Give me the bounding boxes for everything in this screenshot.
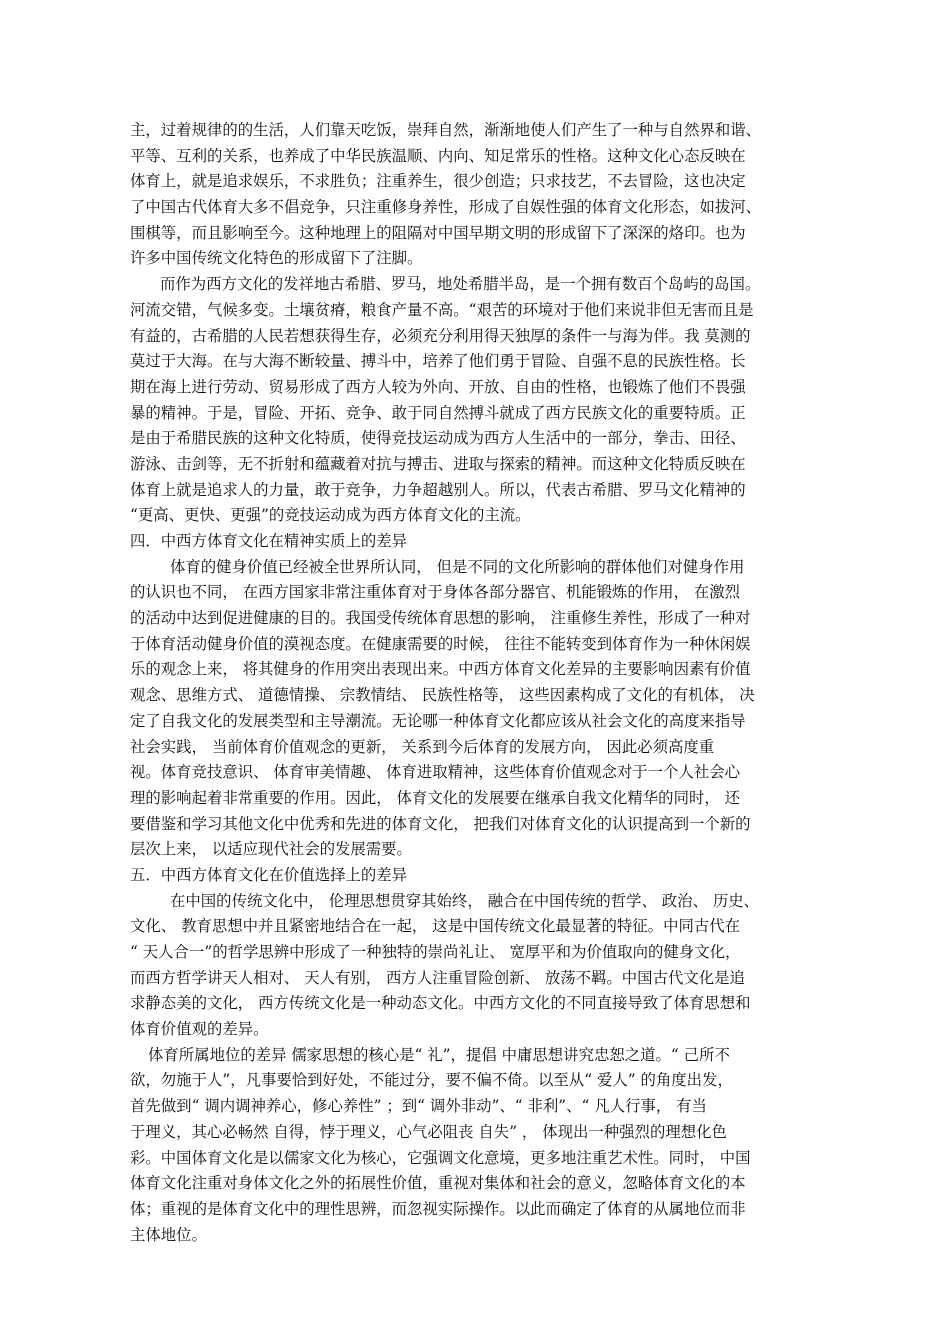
- text-line: 文化、 教育思想中并且紧密地结合在一起， 这是中国传统文化最显著的特征。中同古代在: [130, 917, 741, 936]
- text-line: 游泳、击剑等，无不折射和蕴藏着对抗与搏击、进取与探索的精神。而这种文化特质反映在: [130, 454, 746, 473]
- text-line: 要借鉴和学习其他文化中优秀和先进的体育文化， 把我们对体育文化的认识提高到一个新的: [130, 814, 751, 833]
- text-line: 理的影响起着非常重要的作用。因此， 体育文化的发展要在继承自我文化精华的同时， 还: [130, 788, 741, 807]
- text-line: 的认识也不同， 在西方国家非常注重体育对于身体各部分器官、机能锻炼的作用， 在激烈: [130, 583, 741, 602]
- text-line: 体；重视的是体育文化中的理性思辨，而忽视实际操作。以此而确定了体育的从属地位而非: [130, 1199, 746, 1218]
- text-line: 欲，勿施于人”，凡事要恰到好处，不能过分，要不偏不倚。以至从“ 爱人” 的角度出发，: [130, 1071, 733, 1090]
- text-line: 体育所属地位的差异 儒家思想的核心是“ 礼”，提倡 中庸思想讲究忠恕之道。“ 己所不: [148, 1045, 730, 1064]
- text-line: 了中国古代体育大多不倡竞争，只注重修身养性，形成了自娱性强的体育文化形态，如拔河、: [130, 198, 762, 217]
- text-line: 首先做到“ 调内调神养心，修心养性” ；到“ 调外非动”、“ 非利”、“ 凡人行事， 有当: [130, 1097, 707, 1116]
- text-line: 在中国的传统文化中， 伦理思想贯穿其始终， 融合在中国传统的哲学、 政治、 历史、: [170, 891, 760, 910]
- text-line: 于理义，其心必畅然 自得，悖于理义，心气必阻丧 自失” ， 体现出一种强烈的理想化色: [130, 1122, 727, 1141]
- text-line: 围棋等，而且影响至今。这种地理上的阻隔对中国早期文明的形成留下了深深的烙印。也为: [130, 223, 746, 242]
- text-line: 体育上，就是追求娱乐，不求胜负；注重养生，很少创造；只求技艺，不去冒险，这也决定: [130, 172, 746, 191]
- text-line: 于体育活动健身价值的漠视态度。在健康需要的时候， 往往不能转变到体育作为一种休闲娱: [130, 634, 751, 653]
- section-heading: 四．中西方体育文化在精神实质上的差异: [130, 532, 408, 550]
- text-line: “ 天人合一”的哲学思辨中形成了一种独特的崇尚礼让、 宽厚平和为价值取向的健身文化，: [130, 943, 741, 961]
- document-body: [130, 118, 814, 1248]
- text-line: 视。体育竞技意识、 体育审美情趣、 体育进取精神，这些体育价值观念对于一个人社会心: [130, 763, 741, 782]
- text-line: 而作为西方文化的发祥地古希腊、罗马，地处希腊半岛，是一个拥有数百个岛屿的岛国。: [160, 275, 761, 294]
- text-line: 河流交错，气候多变。土壤贫瘠，粮食产量不高。“艰苦的环境对于他们来说非但无害而且是: [130, 300, 754, 319]
- text-line: 体育文化注重对身体文化之外的拓展性价值，重视对集体和社会的意义，忽略体育文化的本: [130, 1174, 746, 1193]
- text-line: 而西方哲学讲天人相对、 天人有别， 西方人注重冒险创新、 放荡不羁。中国古代文化是追: [130, 968, 745, 987]
- text-line: 求静态美的文化， 西方传统文化是一种动态文化。中西方文化的不同直接导致了体育思想和: [130, 994, 751, 1013]
- text-line: 平等、互利的关系，也养成了中华民族温顺、内向、知足常乐的性格。这种文化心态反映在: [130, 146, 746, 165]
- text-line: 社会实践， 当前体育价值观念的更新， 关系到今后体育的发展方向， 因此必须高度重: [130, 737, 715, 756]
- text-line: 体育的健身价值已经被全世界所认同， 但是不同的文化所影响的群体他们对健身作用: [170, 557, 745, 576]
- text-line: 主体地位。: [130, 1225, 207, 1244]
- text-line: 暴的精神。于是，冒险、开拓、竞争、敢于同自然搏斗就成了西方民族文化的重要特质。正: [130, 403, 746, 422]
- text-line: 彩。中国体育文化是以儒家文化为核心，它强调文化意境，更多地注重艺术性。同时， 中国: [130, 1148, 751, 1167]
- text-line: 许多中国传统文化特色的形成留下了注脚。: [130, 249, 423, 268]
- text-line: 定了自我文化的发展类型和主导潮流。无论哪一种体育文化都应该从社会文化的高度来指导: [130, 711, 746, 730]
- text-line: 是由于希腊民族的这种文化特质，使得竞技运动成为西方人生活中的一部分，拳击、田径、: [130, 429, 746, 448]
- text-line: 主，过着规律的的生活，人们靠天吃饭，崇拜自然，渐渐地使人们产生了一种与自然界和谐、: [130, 121, 762, 139]
- text-line: 乐的观念上来， 将其健身的作用突出表现出来。中西方体育文化差异的主要影响因素有价值: [130, 660, 751, 679]
- text-line: 有益的，古希腊的人民若想获得生存，必须充分利用得天独厚的条件一与海为伴。我 莫测的: [130, 326, 751, 345]
- text-line: 体育上就是追求人的力量，敢于竞争，力争超越别人。所以，代表古希腊、罗马文化精神的: [130, 480, 746, 499]
- text-line: 体育价值观的差异。: [130, 1020, 269, 1039]
- text-line: “更高、更快、更强”的竞技运动成为西方体育文化的主流。: [130, 506, 531, 525]
- text-line: 观念、思维方式、 道德情操、 宗教情结、 民族性格等， 这些因素构成了文化的有机体， 决: [130, 686, 755, 705]
- text-line: 的活动中达到促进健康的目的。我国受传统体育思想的影响， 注重修生养性，形成了一种对: [130, 609, 751, 628]
- text-line: 层次上来， 以适应现代社会的发展需要。: [130, 840, 412, 859]
- text-line: 莫过于大海。在与大海不断较量、搏斗中，培养了他们勇于冒险、自强不息的民族性格。长: [130, 352, 746, 371]
- text-line: 期在海上进行劳动、贸易形成了西方人较为外向、开放、自由的性格，也锻炼了他们不畏强: [130, 377, 746, 396]
- section-heading: 五．中西方体育文化在价值选择上的差异: [130, 865, 408, 884]
